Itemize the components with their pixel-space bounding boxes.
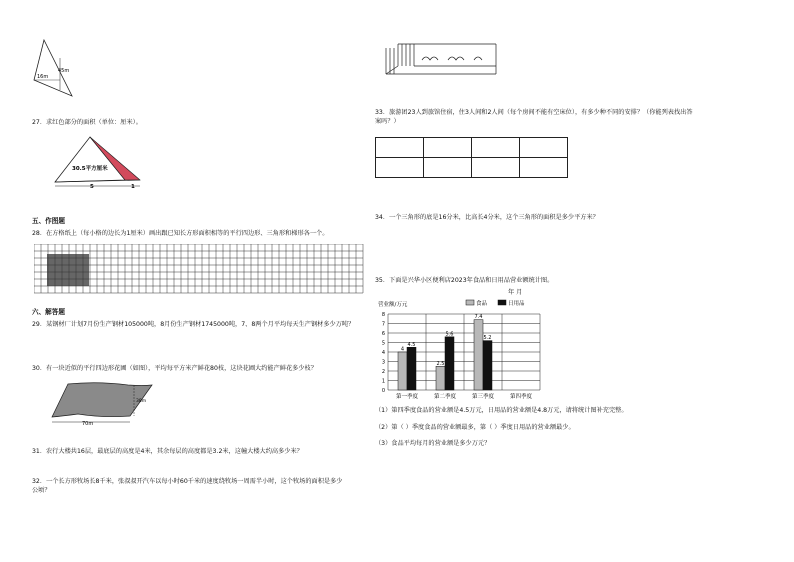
question-29: 29．某钢材厂计划7月份生产钢材105000吨，8月份生产钢材1745000吨，7、8两个月平均每天生产钢材多少万吨？	[32, 321, 355, 328]
area-label: 30.5平方厘米	[72, 166, 108, 172]
bar-日用品	[445, 337, 454, 390]
y-tick-label: 5	[381, 340, 385, 347]
table-row	[376, 158, 568, 178]
table-cell[interactable]	[424, 158, 472, 178]
legend-swatch	[498, 300, 506, 305]
fence-garden-figure	[384, 38, 500, 78]
question-35-1: （1）第四季度食品的营业额是4.5万元，日用品的营业额是4.8万元，请将统计图补充完整。	[375, 407, 628, 414]
bar-日用品	[407, 347, 416, 390]
side-b-label: 45m	[58, 68, 70, 74]
y-tick-label: 0	[381, 388, 385, 394]
x-tick-label: 第二季度	[433, 394, 457, 400]
table-cell[interactable]	[376, 158, 424, 178]
base-label: 70m	[82, 421, 94, 427]
question-31: 31．农行大楼共16层，最底层的高度是4米，其余每层的高度都是3.2米，这幢大楼大约高多少米？	[32, 448, 303, 455]
bar-日用品	[483, 341, 492, 390]
x-tick-label: 第四季度	[509, 394, 533, 400]
section-6-title: 六、解答题	[32, 308, 65, 316]
question-35-3: （3）食品平均每月的营业额是多少万元？	[375, 440, 491, 447]
grid-paper	[34, 244, 370, 296]
table-cell[interactable]	[424, 138, 472, 158]
y-tick-label: 7	[381, 321, 385, 328]
y-tick-label: 1	[381, 378, 385, 385]
bar-食品	[398, 352, 407, 390]
bar-食品	[436, 366, 445, 390]
q27-triangle-figure	[50, 132, 162, 192]
data-label: 4.5	[407, 341, 416, 348]
x-tick-label: 第三季度	[471, 394, 495, 400]
y-tick-label: 3	[381, 359, 385, 366]
top-triangle-figure	[30, 38, 75, 102]
question-28: 28．在方格纸上（每小格的边长为1厘米）画出跟已知长方形面积相等的平行四边形、三角形和梯形各一个。	[32, 230, 329, 237]
dim-b-label: 1	[131, 184, 135, 190]
section-5-title: 五、作图题	[32, 217, 65, 225]
question-27: 27．求红色部分的面积（单位：厘米）。	[32, 119, 142, 126]
y-tick-label: 2	[381, 369, 385, 375]
legend-label: 日用品	[508, 301, 525, 307]
table-cell[interactable]	[520, 158, 568, 178]
y-tick-label: 6	[381, 331, 385, 337]
question-35: 35．下面是兴华小区便利店2023年食品和日用品营业额统计图。	[375, 277, 554, 284]
question-33: 33．旅游团23人到旅馆住宿，住3人间和2人间（每个房间不能有空床位），有多少种不同的安排？（你能列表找出答案吗？）	[375, 109, 693, 125]
q33-answer-table	[375, 137, 568, 178]
question-30: 30．有一块近似的平行四边形花圃（如图），平均每平方米产鲜花80枝，这块花圃大约能产鲜花多少枝？	[32, 365, 317, 372]
bar-食品	[474, 320, 483, 390]
table-cell[interactable]	[472, 138, 520, 158]
side-a-label: 16m	[37, 74, 49, 80]
data-label: 4	[400, 346, 405, 353]
bar-chart	[378, 296, 548, 402]
question-32: 32．一个长方形牧场长8千米，张叔叔开汽车以每小时60千米的速度绕牧场一周需半小时，这个牧场的面积是多少公顷？	[32, 478, 343, 494]
data-label: 5.2	[483, 335, 492, 342]
data-label: 5.6	[445, 331, 454, 338]
dim-a-label: 5	[90, 184, 94, 190]
data-label: 7.4	[474, 314, 483, 321]
y-tick-label: 8	[381, 312, 385, 318]
legend-label: 食品	[476, 301, 488, 307]
data-label: 2.5	[436, 360, 445, 367]
table-row	[376, 138, 568, 158]
legend-swatch	[466, 300, 474, 305]
table-cell[interactable]	[472, 158, 520, 178]
y-axis-label: 营业额/万元	[378, 302, 408, 308]
question-35-2: （2）第（ ）季度食品的营业额最多，第（ ）季度日用品的营业额最少。	[375, 424, 575, 431]
y-tick-label: 4	[381, 350, 385, 356]
table-cell[interactable]	[376, 138, 424, 158]
chart-date: 年 月	[508, 289, 523, 296]
table-cell[interactable]	[520, 138, 568, 158]
height-label: 38m	[136, 399, 147, 404]
x-tick-label: 第一季度	[395, 394, 419, 400]
question-34: 34．一个三角形的底是16分米，比高长4分米，这个三角形的面积是多少平方米？	[375, 214, 599, 221]
parallelogram-figure	[48, 380, 158, 428]
